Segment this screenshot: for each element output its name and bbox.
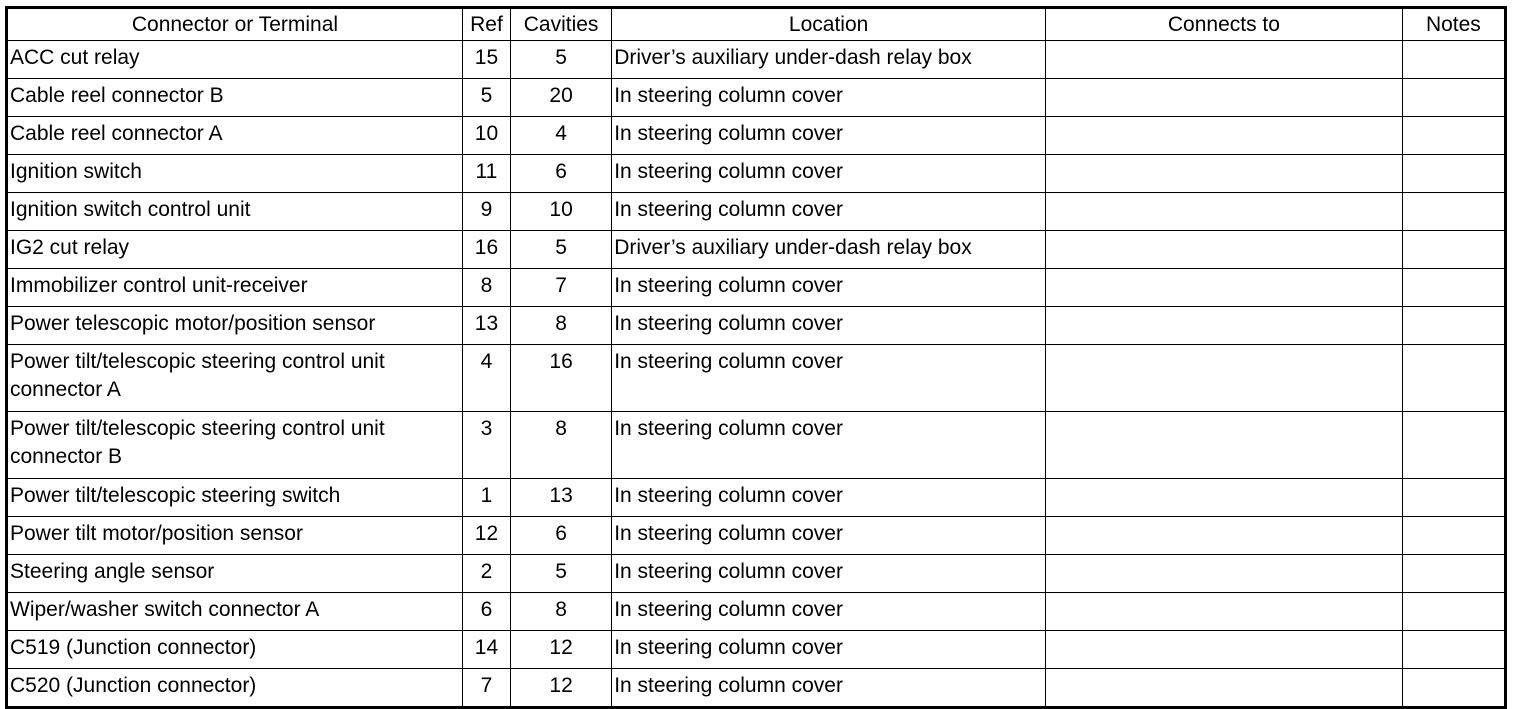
table-header bbox=[7, 8, 1506, 41]
cell-ref: 11 bbox=[462, 155, 510, 193]
cell-location: Driver’s auxiliary under-dash relay box bbox=[612, 231, 1046, 269]
cell-connects-to bbox=[1046, 412, 1403, 479]
cell-connector: Steering angle sensor bbox=[7, 555, 463, 593]
cell-location: In steering column cover bbox=[612, 669, 1046, 708]
cell-ref: 12 bbox=[462, 517, 510, 555]
cell-notes bbox=[1402, 269, 1505, 307]
cell-location: In steering column cover bbox=[612, 307, 1046, 345]
cell-notes bbox=[1402, 41, 1505, 79]
cell-cavities: 12 bbox=[511, 631, 612, 669]
cell-cavities: 20 bbox=[511, 79, 612, 117]
cell-connects-to bbox=[1046, 79, 1403, 117]
cell-connector: C519 (Junction connector) bbox=[7, 631, 463, 669]
table-row bbox=[7, 79, 1506, 117]
cell-connects-to bbox=[1046, 41, 1403, 79]
table-row bbox=[7, 479, 1506, 517]
cell-notes bbox=[1402, 412, 1505, 479]
cell-ref: 16 bbox=[462, 231, 510, 269]
cell-notes bbox=[1402, 231, 1505, 269]
cell-connects-to bbox=[1046, 117, 1403, 155]
cell-location: In steering column cover bbox=[612, 79, 1046, 117]
cell-connects-to bbox=[1046, 155, 1403, 193]
cell-notes bbox=[1402, 555, 1505, 593]
cell-location: In steering column cover bbox=[612, 593, 1046, 631]
table-row bbox=[7, 307, 1506, 345]
table-row bbox=[7, 517, 1506, 555]
cell-location: In steering column cover bbox=[612, 555, 1046, 593]
cell-location: In steering column cover bbox=[612, 193, 1046, 231]
table-row bbox=[7, 41, 1506, 79]
cell-ref: 10 bbox=[462, 117, 510, 155]
cell-cavities: 13 bbox=[511, 479, 612, 517]
table-row bbox=[7, 269, 1506, 307]
cell-connects-to bbox=[1046, 555, 1403, 593]
cell-location: In steering column cover bbox=[612, 117, 1046, 155]
cell-connects-to bbox=[1046, 517, 1403, 555]
cell-notes bbox=[1402, 631, 1505, 669]
cell-cavities: 10 bbox=[511, 193, 612, 231]
cell-notes bbox=[1402, 593, 1505, 631]
cell-notes bbox=[1402, 669, 1505, 708]
cell-connects-to bbox=[1046, 269, 1403, 307]
cell-connects-to bbox=[1046, 231, 1403, 269]
cell-ref: 6 bbox=[462, 593, 510, 631]
cell-ref: 15 bbox=[462, 41, 510, 79]
cell-connector: Cable reel connector A bbox=[7, 117, 463, 155]
connector-table bbox=[5, 6, 1507, 709]
cell-cavities: 16 bbox=[511, 345, 612, 412]
table-row bbox=[7, 631, 1506, 669]
header-connects-to: Connects to bbox=[1046, 8, 1403, 41]
cell-location: In steering column cover bbox=[612, 479, 1046, 517]
cell-connector: Immobilizer control unit-receiver bbox=[7, 269, 463, 307]
cell-connector: IG2 cut relay bbox=[7, 231, 463, 269]
cell-connects-to bbox=[1046, 479, 1403, 517]
table-row bbox=[7, 669, 1506, 708]
cell-connects-to bbox=[1046, 193, 1403, 231]
cell-connects-to bbox=[1046, 631, 1403, 669]
cell-connector: Power telescopic motor/position sensor bbox=[7, 307, 463, 345]
cell-notes bbox=[1402, 117, 1505, 155]
cell-cavities: 5 bbox=[511, 41, 612, 79]
table-row bbox=[7, 193, 1506, 231]
table-row bbox=[7, 555, 1506, 593]
header-row bbox=[7, 8, 1506, 41]
header-location: Location bbox=[612, 8, 1046, 41]
cell-ref: 14 bbox=[462, 631, 510, 669]
table-row bbox=[7, 593, 1506, 631]
cell-connects-to bbox=[1046, 669, 1403, 708]
cell-notes bbox=[1402, 193, 1505, 231]
cell-ref: 13 bbox=[462, 307, 510, 345]
cell-connects-to bbox=[1046, 345, 1403, 412]
cell-cavities: 8 bbox=[511, 593, 612, 631]
cell-cavities: 8 bbox=[511, 307, 612, 345]
cell-connects-to bbox=[1046, 593, 1403, 631]
cell-cavities: 4 bbox=[511, 117, 612, 155]
cell-ref: 2 bbox=[462, 555, 510, 593]
table-body bbox=[7, 41, 1506, 708]
cell-connector: Power tilt/telescopic steering switch bbox=[7, 479, 463, 517]
table-row bbox=[7, 155, 1506, 193]
table-row bbox=[7, 412, 1506, 479]
cell-connects-to bbox=[1046, 307, 1403, 345]
cell-connector: C520 (Junction connector) bbox=[7, 669, 463, 708]
header-ref: Ref bbox=[462, 8, 510, 41]
table-row bbox=[7, 345, 1506, 412]
cell-ref: 8 bbox=[462, 269, 510, 307]
table-row bbox=[7, 231, 1506, 269]
connector-table-wrapper bbox=[5, 6, 1507, 709]
cell-cavities: 7 bbox=[511, 269, 612, 307]
cell-location: In steering column cover bbox=[612, 631, 1046, 669]
header-cavities: Cavities bbox=[511, 8, 612, 41]
cell-cavities: 12 bbox=[511, 669, 612, 708]
cell-location: In steering column cover bbox=[612, 269, 1046, 307]
cell-connector: ACC cut relay bbox=[7, 41, 463, 79]
cell-location: In steering column cover bbox=[612, 345, 1046, 412]
cell-cavities: 6 bbox=[511, 517, 612, 555]
cell-ref: 9 bbox=[462, 193, 510, 231]
cell-notes bbox=[1402, 345, 1505, 412]
cell-ref: 5 bbox=[462, 79, 510, 117]
cell-connector: Ignition switch bbox=[7, 155, 463, 193]
cell-connector: Power tilt motor/position sensor bbox=[7, 517, 463, 555]
cell-notes bbox=[1402, 79, 1505, 117]
cell-connector: Cable reel connector B bbox=[7, 79, 463, 117]
cell-notes bbox=[1402, 155, 1505, 193]
cell-location: In steering column cover bbox=[612, 517, 1046, 555]
cell-location: In steering column cover bbox=[612, 155, 1046, 193]
cell-location: Driver’s auxiliary under-dash relay box bbox=[612, 41, 1046, 79]
cell-connector: Power tilt/telescopic steering control unit connector A bbox=[7, 345, 463, 412]
cell-connector: Wiper/washer switch connector A bbox=[7, 593, 463, 631]
cell-ref: 3 bbox=[462, 412, 510, 479]
cell-connector: Power tilt/telescopic steering control unit connector B bbox=[7, 412, 463, 479]
cell-ref: 4 bbox=[462, 345, 510, 412]
table-row bbox=[7, 117, 1506, 155]
cell-ref: 7 bbox=[462, 669, 510, 708]
cell-notes bbox=[1402, 307, 1505, 345]
cell-connector: Ignition switch control unit bbox=[7, 193, 463, 231]
cell-ref: 1 bbox=[462, 479, 510, 517]
cell-notes bbox=[1402, 517, 1505, 555]
cell-cavities: 6 bbox=[511, 155, 612, 193]
cell-location: In steering column cover bbox=[612, 412, 1046, 479]
cell-cavities: 5 bbox=[511, 555, 612, 593]
cell-cavities: 5 bbox=[511, 231, 612, 269]
cell-notes bbox=[1402, 479, 1505, 517]
header-notes: Notes bbox=[1402, 8, 1505, 41]
header-connector: Connector or Terminal bbox=[7, 8, 463, 41]
cell-cavities: 8 bbox=[511, 412, 612, 479]
